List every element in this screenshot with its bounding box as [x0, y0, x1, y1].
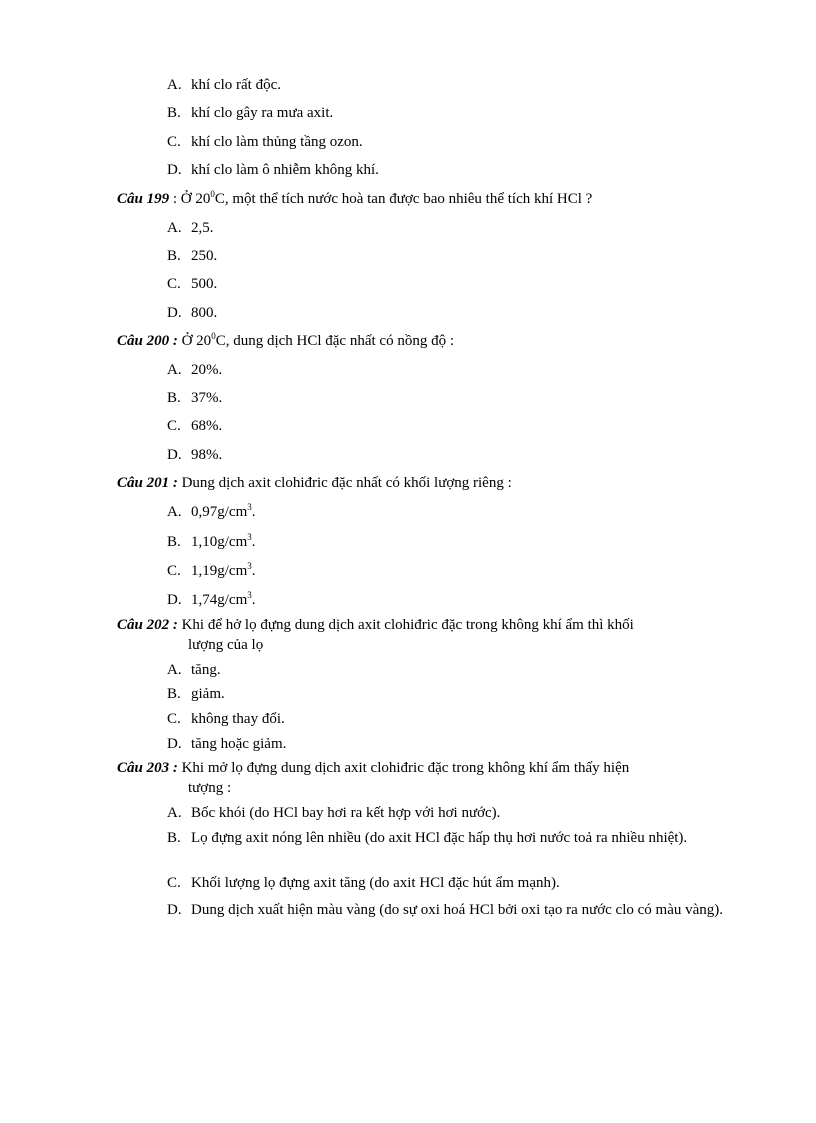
- option-label: A.: [167, 805, 182, 821]
- q202-stem: [117, 615, 739, 655]
- option-text: 98%.: [191, 447, 223, 463]
- q198-option-c: [167, 132, 739, 152]
- q202-option-b: [167, 684, 739, 704]
- q202-option-d: [167, 734, 739, 754]
- option-text: Bốc khói (do HCl bay hơi ra kết hợp với hơi nước).: [191, 805, 501, 821]
- option-text: Khối lượng lọ đựng axit tăng (do axit HCl đặc hút ẩm mạnh).: [191, 875, 560, 891]
- question-text-line1: Khi để hở lọ đựng dung dịch axit clohiđric đặc trong không khí ẩm thì khối: [177, 617, 634, 633]
- option-label: A.: [167, 362, 182, 378]
- option-label: B.: [167, 105, 181, 121]
- question-number: Câu 203 :: [117, 760, 178, 776]
- q201-option-a: [167, 502, 739, 522]
- option-text: tăng hoặc giảm.: [191, 736, 287, 752]
- option-label: B.: [167, 534, 181, 550]
- option-label: C.: [167, 276, 181, 292]
- q199-option-c: [167, 274, 739, 294]
- q203-option-d: [167, 900, 739, 920]
- q200-option-d: [167, 445, 739, 465]
- question-text-line2: tượng :: [188, 780, 232, 796]
- unit-sup: 3: [247, 590, 252, 600]
- option-text: 800.: [191, 305, 218, 321]
- question-text-post: C, dung dịch HCl đặc nhất có nồng độ :: [215, 333, 454, 349]
- q201-option-d: [167, 590, 739, 610]
- option-text: không thay đổi.: [191, 711, 285, 727]
- option-label: A.: [167, 220, 182, 236]
- q203-option-b: [167, 828, 739, 848]
- option-text: 250.: [191, 248, 218, 264]
- q198-option-d: [167, 160, 739, 180]
- option-label: B.: [167, 248, 181, 264]
- option-text: tăng.: [191, 662, 221, 678]
- question-text: Dung dịch axit clohiđric đặc nhất có khối lượng riêng :: [177, 475, 512, 491]
- unit-sup: 3: [247, 561, 252, 571]
- question-text-pre: Ở 20: [177, 333, 212, 349]
- option-text: 1,19g/cm: [191, 563, 248, 579]
- q198-option-b: [167, 103, 739, 123]
- option-text: 1,74g/cm: [191, 592, 248, 608]
- option-label: B.: [167, 830, 181, 846]
- option-text: 68%.: [191, 418, 223, 434]
- unit-sup: 3: [247, 502, 252, 512]
- q203-option-c: [167, 873, 739, 893]
- option-label: A.: [167, 662, 182, 678]
- option-label: A.: [167, 504, 182, 520]
- option-text: 0,97g/cm: [191, 504, 248, 520]
- option-label: B.: [167, 390, 181, 406]
- q199-stem: [117, 189, 739, 209]
- q201-option-c: [167, 561, 739, 581]
- degree-sup: 0: [210, 189, 215, 199]
- option-label: C.: [167, 563, 181, 579]
- option-label: D.: [167, 592, 182, 608]
- q203-stem: [117, 758, 739, 798]
- option-label: C.: [167, 134, 181, 150]
- option-label: D.: [167, 902, 182, 918]
- option-text: 2,5.: [191, 220, 214, 236]
- degree-sup: 0: [211, 331, 216, 341]
- option-label: B.: [167, 686, 181, 702]
- q200-option-c: [167, 416, 739, 436]
- q203-option-a: [167, 803, 739, 823]
- option-text: 20%.: [191, 362, 223, 378]
- q201-stem: [117, 473, 739, 493]
- option-text: khí clo làm thủng tầng ozon.: [191, 134, 363, 150]
- option-text: giảm.: [191, 686, 225, 702]
- option-end: .: [251, 592, 256, 608]
- option-label: C.: [167, 711, 181, 727]
- option-text: khí clo gây ra mưa axit.: [191, 105, 334, 121]
- option-text: Lọ đựng axit nóng lên nhiều (do axit HCl đặc hấp thụ hơi nước toả ra nhiều nhiệt).: [191, 830, 688, 846]
- option-text: 500.: [191, 276, 218, 292]
- q199-option-b: [167, 246, 739, 266]
- option-label: C.: [167, 875, 181, 891]
- question-number: Câu 200 :: [117, 333, 178, 349]
- q202-option-c: [167, 709, 739, 729]
- option-label: D.: [167, 447, 182, 463]
- option-end: .: [251, 534, 256, 550]
- option-end: .: [251, 504, 256, 520]
- option-text: 1,10g/cm: [191, 534, 248, 550]
- question-number: Câu 201 :: [117, 475, 178, 491]
- option-text: khí clo rất độc.: [191, 77, 281, 93]
- question-text-line1: Khi mở lọ đựng dung dịch axit clohiđric đặc trong không khí ẩm thấy hiện: [177, 760, 630, 776]
- option-end: .: [251, 563, 256, 579]
- option-label: D.: [167, 305, 182, 321]
- q202-option-a: [167, 660, 739, 680]
- option-label: A.: [167, 77, 182, 93]
- option-label: D.: [167, 162, 182, 178]
- q199-option-d: [167, 303, 739, 323]
- option-label: D.: [167, 736, 182, 752]
- question-text-post: C, một thể tích nước hoà tan được bao nhiêu thể tích khí HCl ?: [214, 191, 593, 207]
- question-number: Câu 199: [117, 191, 170, 207]
- q200-option-b: [167, 388, 739, 408]
- q200-stem: [117, 331, 739, 351]
- option-text: khí clo làm ô nhiễm không khí.: [191, 162, 379, 178]
- question-number: Câu 202 :: [117, 617, 178, 633]
- q198-option-a: [167, 75, 739, 95]
- option-text: Dung dịch xuất hiện màu vàng (do sự oxi hoá HCl bởi oxi tạo ra nước clo có màu vàng).: [191, 902, 724, 918]
- unit-sup: 3: [247, 532, 252, 542]
- option-label: C.: [167, 418, 181, 434]
- q200-option-a: [167, 360, 739, 380]
- option-text: 37%.: [191, 390, 223, 406]
- question-text-line2: lượng của lọ: [188, 637, 264, 653]
- q199-option-a: [167, 218, 739, 238]
- question-text-pre: : Ở 20: [169, 191, 211, 207]
- q201-option-b: [167, 532, 739, 552]
